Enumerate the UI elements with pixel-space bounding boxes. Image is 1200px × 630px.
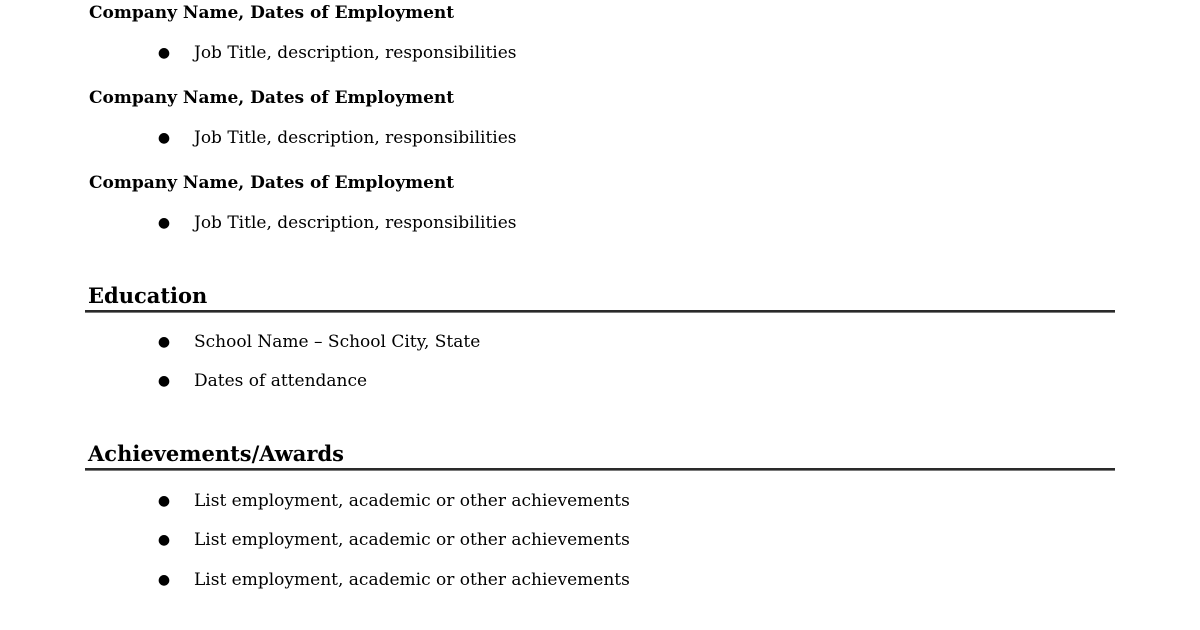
bullet-icon: ●	[157, 215, 171, 231]
education-heading: Education	[88, 283, 208, 308]
job-description: Job Title, description, responsibilities	[194, 213, 517, 233]
job-heading: Company Name, Dates of Employment	[89, 88, 455, 108]
bullet-icon: ●	[157, 334, 171, 350]
achievement-item: List employment, academic or other achievements	[194, 491, 630, 511]
achievements-divider	[85, 468, 1115, 471]
bullet-icon: ●	[157, 373, 171, 389]
achievements-heading: Achievements/Awards	[88, 441, 344, 466]
education-divider	[85, 310, 1115, 313]
education-item: Dates of attendance	[194, 371, 368, 391]
achievement-item: List employment, academic or other achievements	[194, 570, 630, 590]
job-description: Job Title, description, responsibilities	[194, 128, 517, 148]
job-heading: Company Name, Dates of Employment	[89, 3, 455, 23]
job-description: Job Title, description, responsibilities	[194, 43, 517, 63]
education-item: School Name – School City, State	[194, 332, 481, 352]
bullet-icon: ●	[157, 572, 171, 588]
bullet-icon: ●	[157, 45, 171, 61]
bullet-icon: ●	[157, 130, 171, 146]
bullet-icon: ●	[157, 493, 171, 509]
bullet-icon: ●	[157, 532, 171, 548]
achievement-item: List employment, academic or other achievements	[194, 530, 630, 550]
job-heading: Company Name, Dates of Employment	[89, 173, 455, 193]
